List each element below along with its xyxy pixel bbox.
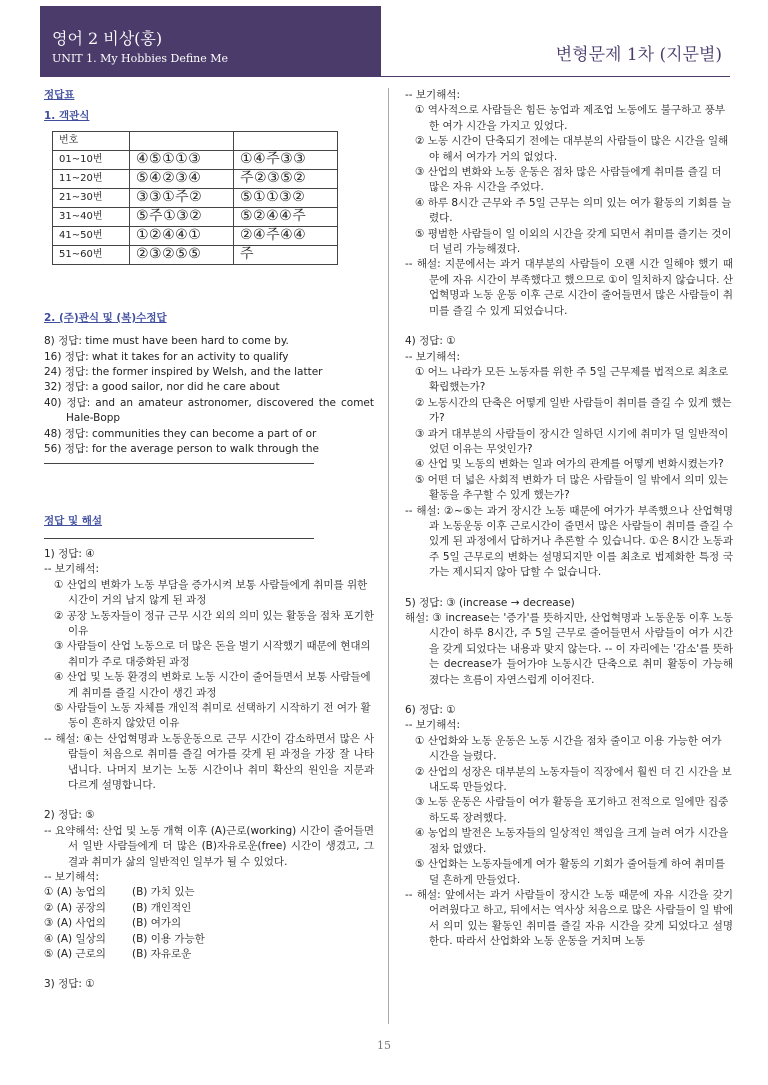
text-line: ③ 사람들이 산업 노동으로 더 많은 돈을 벌기 시작했기 때문에 현대의 취미가 주로 대중화된 과정 — [54, 640, 371, 668]
text-line: ④ 산업 및 노동 환경의 변화로 노동 시간이 줄어들면서 보통 사람들에게 취미를 즐길 시간이 생긴 과정 — [54, 671, 371, 699]
header-banner — [40, 6, 381, 76]
text-line: -- 보기해석: — [405, 350, 461, 363]
row-answer-cell: ②③②⑤⑤ — [130, 245, 234, 264]
spacer — [405, 319, 733, 334]
text-line: -- 요약해석: 산업 및 노동 개혁 이후 (A)근로(working) 시간이 줄어들면서 일반 사람들에게 더 많은 (B)자유로운(free) 시간이 생겼고, 그 결과 취미가 삶의 일반적인 일부가 될 수 있었다. — [44, 824, 374, 868]
text-line: ① 산업화와 노동 운동은 노동 시간을 점차 줄이고 이용 가능한 여가 시간을 늘렸다. — [415, 734, 722, 763]
table-header-cell: 번호 — [53, 131, 130, 150]
option-a: ③ (A) 사업의 — [44, 917, 106, 930]
short-answer-item: 40) 정답: and an amateur astronomer, discovered the comet Hale-Bopp — [44, 396, 374, 425]
option-row — [44, 885, 374, 900]
table-row — [53, 245, 338, 264]
right-explanations — [405, 88, 733, 950]
text-line: ③ 노동 운동은 사람들이 여가 활동을 포기하고 전적으로 일에만 집중하도록 장려했다. — [415, 796, 729, 824]
table-row — [53, 188, 338, 207]
table-header-row — [53, 131, 338, 150]
option-list — [44, 885, 374, 962]
text-line: -- 해설: ④는 산업혁명과 노동운동으로 근무 시간이 감소하면서 많은 사람들이 처음으로 취미를 즐길 여가를 갖게 된 과정을 가장 잘 나타냅니다. 나머지 보기는 노동 시간이나 취미 확산의 원인을 지문과 다르게 설명합니다. — [44, 732, 374, 791]
option-b: (B) 가치 있는 — [132, 886, 195, 899]
short-answer-item: 8) 정답: time must have been hard to come by. — [44, 335, 289, 348]
text-line: ① 역사적으로 사람들은 힘든 농업과 제조업 노동에도 불구하고 풍부한 여가 시간을 가지고 있었다. — [415, 104, 725, 132]
row-answer-cell: ①②④④① — [130, 226, 234, 245]
text-line: ④ 산업 및 노동의 변화는 일과 여가의 관계를 어떻게 변화시켰는가? — [415, 458, 724, 471]
option-a: ② (A) 공장의 — [44, 901, 106, 914]
row-answer-cell: 주②③⑤② — [234, 169, 338, 188]
text-line: 5) 정답: ③ (increase → decrease) — [405, 596, 575, 609]
option-row — [44, 932, 374, 947]
row-range-cell: 51~60번 — [53, 245, 130, 264]
row-range-cell: 41~50번 — [53, 226, 130, 245]
page-number: 15 — [377, 1039, 391, 1052]
text-line: -- 보기해석: — [405, 719, 461, 732]
left-column — [44, 88, 374, 993]
explanations-title: 정답 및 해설 — [44, 515, 103, 528]
text-line: -- 보기해석: — [44, 871, 100, 883]
row-answer-cell: ⑤주①③② — [130, 207, 234, 226]
answer-3: 3) 정답: ① — [44, 978, 95, 991]
option-row — [44, 916, 374, 931]
answer-table — [52, 131, 338, 265]
row-answer-cell: ①④주③③ — [234, 150, 338, 169]
row-range-cell: 21~30번 — [53, 188, 130, 207]
short-answer-item: 32) 정답: a good sailor, nor did he care about — [44, 381, 280, 394]
option-a: ④ (A) 일상의 — [44, 932, 106, 945]
text-line: ① 산업의 변화가 노동 부담을 증가시켜 보통 사람들에게 취미를 위한 시간이 거의 남지 않게 된 과정 — [54, 578, 368, 607]
text-line: -- 해설: ②~⑤는 과거 장시간 노동 때문에 여가가 부족했으나 산업혁명과 노동운동 이후 근로시간이 줄면서 많은 사람들이 취미를 즐길 수 있게 된 과정에서 답하거나 추론할 수 있습니다. ①은 8시간 노동과 주 5일 근무로의 변화는 설명되지만 이를 최초로 법제화한 특정 국가는 제시되지 않아 답할 수 없습니다. — [405, 504, 733, 579]
short-answer-list — [44, 334, 374, 457]
text-line: ③ 산업의 변화와 노동 운동은 점차 많은 사람들에게 취미를 즐길 더 많은 자유 시간을 주었다. — [415, 166, 722, 194]
text-line: 6) 정답: ① — [405, 704, 456, 717]
text-line: 해설: ③ increase는 '증가'를 뜻하지만, 산업혁명과 노동운동 이후 노동시간이 하루 8시간, 주 5일 근무로 줄어들면서 사람들이 여가 시간을 갖게 되었다는 내용과 맞지 않는다. -- 이 자리에는 '감소'를 뜻하는 decrease가 들어가야 노동시간 단축으로 취미 활동이 가능해졌다는 흐름이 자연스럽게 이어진다. — [405, 612, 733, 686]
text-line: ④ 농업의 발전은 노동자들의 일상적인 책임을 크게 늘려 여가 시간을 점차 없앴다. — [415, 827, 729, 855]
option-b: (B) 이용 가능한 — [132, 932, 205, 945]
row-answer-cell: ⑤②④④주 — [234, 207, 338, 226]
text-line: ② 공장 노동자들이 정규 근무 시간 외의 의미 있는 활동을 점차 포기한 이유 — [54, 609, 374, 637]
answer-key-title: 정답표 — [44, 89, 75, 101]
option-row — [44, 947, 374, 962]
table-row — [53, 169, 338, 188]
row-answer-cell: ③③①주② — [130, 188, 234, 207]
text-line: ⑤ 어떤 더 넓은 사회적 변화가 더 많은 사람들이 일 밖에서 의미 있는 활동을 추구할 수 있게 했는가? — [415, 473, 729, 502]
option-a: ⑤ (A) 근로의 — [44, 948, 106, 961]
option-b: (B) 자유로운 — [132, 948, 192, 961]
row-range-cell: 01~10번 — [53, 150, 130, 169]
text-line: 2) 정답: ⑤ — [44, 809, 95, 822]
row-answer-cell: ②④주④④ — [234, 226, 338, 245]
text-line: -- 보기해석: — [44, 563, 100, 576]
column-divider — [388, 88, 389, 1024]
row-answer-cell: ④⑤①①③ — [130, 150, 234, 169]
option-b: (B) 여가의 — [132, 917, 182, 930]
objective-title: 1. 객관식 — [44, 110, 90, 123]
text-line: 4) 정답: ① — [405, 335, 456, 348]
text-line: -- 보기해석: — [405, 89, 461, 101]
short-answer-item: 16) 정답: what it takes for an activity to qualify — [44, 350, 289, 363]
right-column — [405, 88, 733, 950]
option-a: ① (A) 농업의 — [44, 886, 106, 899]
text-line: -- 해설: 앞에서는 과거 사람들이 장시간 노동 때문에 자유 시간을 갖기 어려웠다고 하고, 뒤에서는 역사상 처음으로 많은 사람들이 일 밖에서 의미 있는 활동인 취미를 즐길 자유 시간을 갖게 되었다고 설명한다. 따라서 산업화와 노동 운동을 거치며 노동 — [405, 888, 733, 948]
text-line: 1) 정답: ④ — [44, 547, 95, 560]
option-b: (B) 개인적인 — [132, 901, 192, 914]
row-answer-cell: 주 — [234, 245, 338, 264]
short-answer-item: 48) 정답: communities they can become a part of or — [44, 427, 317, 440]
short-answer-item: 24) 정답: the former inspired by Welsh, and the latter — [44, 366, 323, 379]
spacer — [405, 688, 733, 703]
text-line: ② 노동시간의 단축은 어떻게 일반 사람들이 취미를 즐길 수 있게 했는가? — [415, 396, 732, 425]
row-answer-cell: ⑤①①③② — [234, 188, 338, 207]
spacer — [44, 793, 374, 808]
text-line: ⑤ 평범한 사람들이 일 이외의 시간을 갖게 되면서 취미를 즐기는 것이 더 널리 가능해졌다. — [415, 227, 732, 256]
text-line: ② 노동 시간이 단축되기 전에는 대부분의 사람들이 많은 시간을 일해야 해서 여가가 거의 없었다. — [415, 135, 729, 163]
row-range-cell: 11~20번 — [53, 169, 130, 188]
spacer — [405, 581, 733, 596]
table-row — [53, 150, 338, 169]
short-answer-item: 56) 정답: for the average person to walk through the — [44, 443, 320, 456]
text-line: ④ 하루 8시간 근무와 주 5일 근무는 의미 있는 여가 활동의 기회를 늘렸다. — [415, 196, 732, 225]
header-divider — [40, 76, 730, 77]
text-line: -- 해설: 지문에서는 과거 대부분의 사람들이 오랜 시간 일해야 했기 때문에 자유 시간이 부족했다고 했으므로 ①이 일치하지 않습니다. 산업혁명과 노동 운동 이후 근로 시간이 줄어들면서 많은 사람들이 취미를 즐길 수 있게 되었습니다. — [405, 258, 733, 317]
text-line: ② 산업의 성장은 대부분의 노동자들이 직장에서 훨씬 더 긴 시간을 보내도록 만들었다. — [415, 765, 732, 794]
left-explanations — [44, 547, 374, 886]
text-line: ③ 과거 대부분의 사람들이 장시간 일하던 시기에 취미가 덜 일반적이었던 이유는 무엇인가? — [415, 427, 729, 455]
doc-title: 영어 2 비상(홍) — [52, 29, 163, 48]
text-line: ⑤ 산업화는 노동자들에게 여가 활동의 기회가 줄어들게 하여 취미를 덜 흔하게 만들었다. — [415, 858, 725, 886]
table-row — [53, 207, 338, 226]
text-line: ① 어느 나라가 모든 노동자를 위한 주 5일 근무제를 법적으로 최초로 확립했는가? — [415, 365, 729, 394]
unit-subtitle: UNIT 1. My Hobbies Define Me — [52, 52, 229, 65]
table-row — [53, 226, 338, 245]
row-range-cell: 31~40번 — [53, 207, 130, 226]
section-title-right: 변형문제 1차 (지문별) — [555, 45, 722, 65]
text-line: ⑤ 사람들이 노동 자체를 개인적 취미로 선택하기 시작하기 전 여가 활동이 흔하지 않았던 이유 — [54, 701, 371, 730]
option-row — [44, 901, 374, 916]
short-answer-title: 2. (주)관식 및 (복)수정답 — [44, 311, 167, 324]
row-answer-cell: ⑤④②③④ — [130, 169, 234, 188]
